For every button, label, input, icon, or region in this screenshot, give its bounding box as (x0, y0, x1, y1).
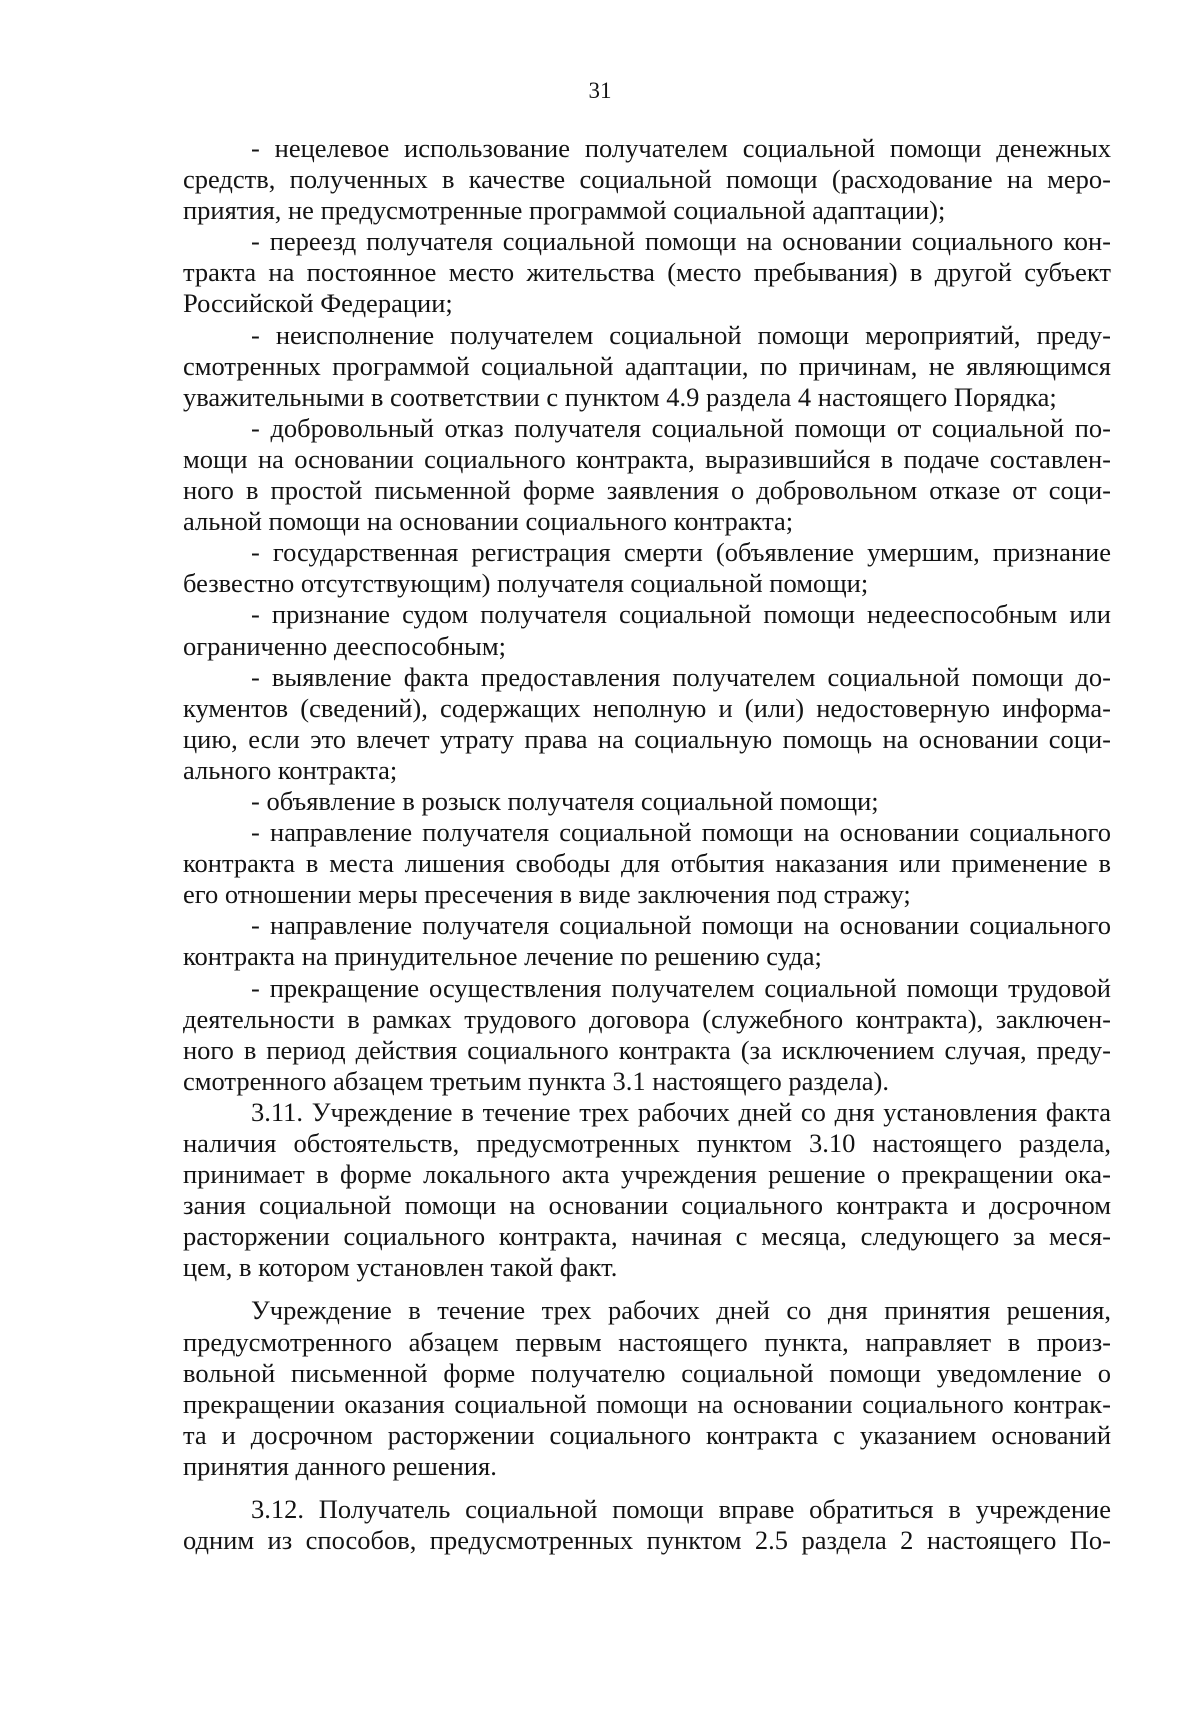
paragraph (183, 1097, 1111, 1284)
text-line: деятельности в рамках трудового договора (служебного контракта), заключен- (183, 1003, 1111, 1034)
paragraph (183, 133, 1111, 226)
text-line: - добровольный отказ получателя социальной помощи от социальной по- (251, 412, 1111, 443)
paragraph (183, 910, 1111, 972)
text-line: - переезд получателя социальной помощи на основании социального кон- (251, 226, 1111, 257)
text-line: смотренных программой социальной адаптации, по причинам, не являющимся (183, 350, 1111, 381)
text-line: ного в простой письменной форме заявления о добровольном отказе от соци- (183, 475, 1111, 506)
text-line: смотренного абзацем третьим пункта 3.1 настоящего раздела). (183, 1065, 890, 1096)
paragraph (183, 973, 1111, 1097)
text-line: прекращении оказания социальной помощи на основании социального контрак- (183, 1388, 1111, 1419)
paragraph (183, 320, 1111, 413)
text-line: 3.11. Учреждение в течение трех рабочих дней со дня установления факта (251, 1096, 1111, 1127)
paragraph (183, 226, 1111, 319)
text-line: - нецелевое использование получателем социальной помощи денежных (251, 133, 1111, 163)
text-line: цию, если это влечет утрату права на социальную помощь на основании соци- (183, 723, 1111, 754)
text-line: - признание судом получателя социальной помощи недееспособным или (251, 599, 1111, 630)
text-line: контракта в места лишения свободы для отбытия наказания или применение в (183, 848, 1111, 879)
text-line: - государственная регистрация смерти (объявление умершим, признание (251, 537, 1111, 568)
text-line: приятия, не предусмотренные программой социальной адаптации); (183, 195, 946, 226)
paragraph (183, 662, 1111, 786)
text-line: уважительными в соответствии с пунктом 4.9 раздела 4 настоящего Порядка; (183, 381, 1057, 412)
text-line: Российской Федерации; (183, 288, 453, 319)
text-line: кументов (сведений), содержащих неполную и (или) недостоверную информа- (183, 692, 1111, 723)
paragraph (183, 1494, 1111, 1556)
text-line: альной помощи на основании социального контракта; (183, 506, 794, 537)
text-line: принятия данного решения. (183, 1450, 497, 1481)
text-line: цем, в котором установлен такой факт. (183, 1252, 618, 1283)
text-line: мощи на основании социального контракта, выразившийся в подаче составлен- (183, 443, 1111, 474)
paragraph-gap (183, 1482, 1111, 1494)
text-line: - направление получателя социальной помощи на основании социального (251, 817, 1111, 848)
text-line: средств, полученных в качестве социальной помощи (расходование на меро- (183, 164, 1111, 195)
text-line: предусмотренного абзацем первым настоящего пункта, направляет в произ- (183, 1326, 1111, 1357)
text-line: расторжении социального контракта, начиная с месяца, следующего за меся- (183, 1221, 1111, 1252)
text-line: Учреждение в течение трех рабочих дней со дня принятия решения, (251, 1295, 1111, 1326)
text-line: ного в период действия социального контракта (за исключением случая, преду- (183, 1034, 1111, 1065)
text-line: - выявление факта предоставления получателем социальной помощи до- (251, 661, 1111, 692)
text-line: вольной письменной форме получателю социальной помощи уведомление о (183, 1357, 1111, 1388)
paragraph (183, 1295, 1111, 1482)
text-line: ограниченно дееспособным; (183, 630, 506, 661)
paragraph (183, 413, 1111, 537)
text-line: принимает в форме локального акта учреждения решение о прекращении ока- (183, 1159, 1111, 1190)
page-number: 31 (588, 78, 612, 103)
text-line: одним из способов, предусмотренных пунктом 2.5 раздела 2 настоящего По- (183, 1525, 1111, 1556)
text-line: ального контракта; (183, 754, 398, 785)
document-body (183, 133, 1111, 1556)
paragraph (183, 599, 1111, 661)
text-line: - объявление в розыск получателя социальной помощи; (251, 785, 879, 816)
text-line: его отношении меры пресечения в виде заключения под стражу; (183, 879, 911, 910)
text-line: та и досрочном расторжении социального контракта с указанием оснований (183, 1419, 1111, 1450)
paragraph (183, 537, 1111, 599)
text-line: безвестно отсутствующим) получателя социальной помощи; (183, 568, 869, 599)
text-line: 3.12. Получатель социальной помощи вправе обратиться в учреждение (251, 1494, 1111, 1525)
text-line: - направление получателя социальной помощи на основании социального (251, 910, 1111, 941)
text-line: зания социальной помощи на основании социального контракта и досрочном (183, 1190, 1111, 1221)
text-line: тракта на постоянное место жительства (место пребывания) в другой субъект (183, 257, 1111, 288)
paragraph (183, 786, 1111, 817)
paragraph-gap (183, 1283, 1111, 1295)
text-line: - неисполнение получателем социальной помощи мероприятий, преду- (251, 319, 1111, 350)
paragraph (183, 817, 1111, 910)
text-line: - прекращение осуществления получателем социальной помощи трудовой (251, 972, 1111, 1003)
text-line: контракта на принудительное лечение по решению суда; (183, 941, 822, 972)
text-line: наличия обстоятельств, предусмотренных пунктом 3.10 настоящего раздела, (183, 1128, 1111, 1158)
